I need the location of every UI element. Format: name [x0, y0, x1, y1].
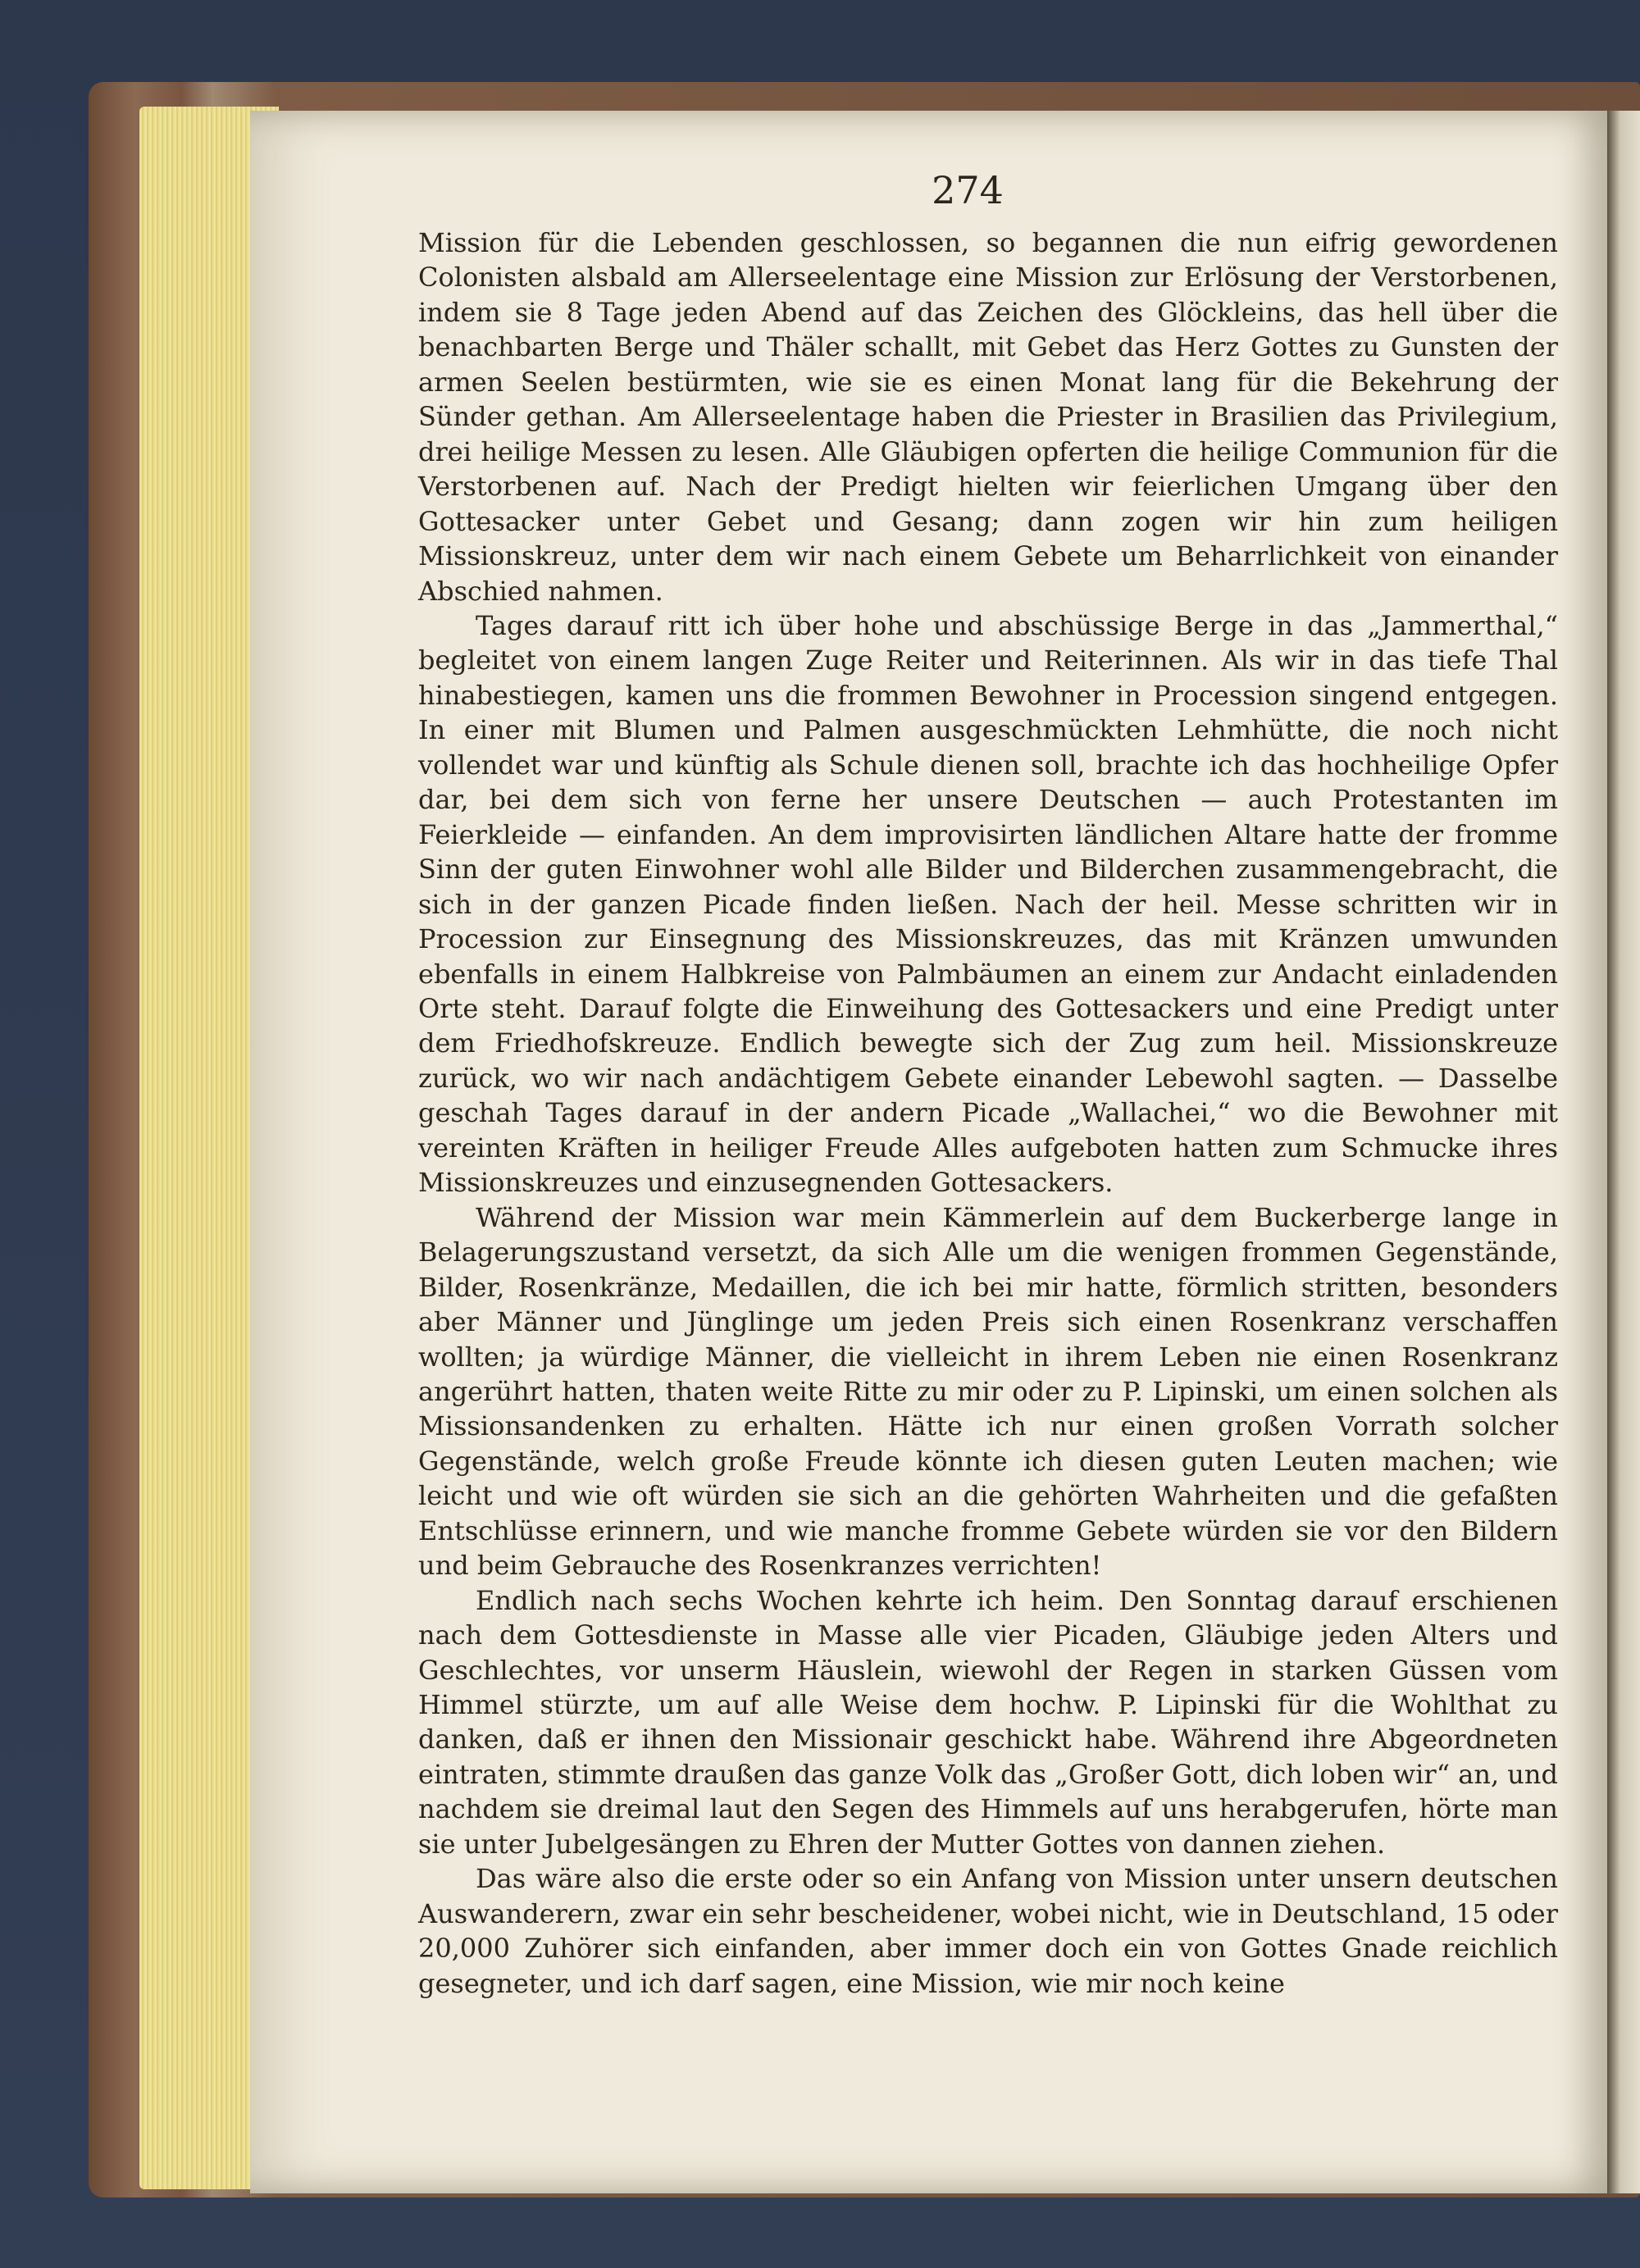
- facing-page-edge: [1607, 111, 1640, 2193]
- paragraph-3: Während der Mission war mein Kämmerlein auf dem Buckerberge lange in Belagerungszustand versetzt, da sich Alle um die wenigen frommen Gegenstände, Bilder, Rosenkränze, Medaillen, die ich bei mir hatte, förmlich stritten, besonders aber Männer und Jünglinge um jeden Preis sich einen Rosenkranz verschaffen wollten; ja würdige Männer, die vielleicht in ihrem Leben nie einen Rosenkranz angerührt hatten, thaten weite Ritte zu mir oder zu P. Lipinski, um einen solchen als Missionsandenken zu erhalten. Hätte ich nur einen großen Vorrath solcher Gegenstände, welch große Freude könnte ich diesen guten Leuten machen; wie leicht und wie oft würden sie sich an die gehörten Wahrheiten und die gefaßten Entschlüsse erinnern, und wie manche fromme Gebete würden sie vor den Bildern und beim Gebrauche des Rosenkranzes verrichten!: [418, 1201, 1558, 1582]
- paragraph-1: Mission für die Lebenden geschlossen, so begannen die nun eifrig gewordenen Colonisten alsbald am Allerseelentage eine Mission zur Erlösung der Verstorbenen, indem sie 8 Tage jeden Abend auf das Zeichen des Glöckleins, das hell über die benachbarten Berge und Thäler schallt, mit Gebet das Herz Gottes zu Gunsten der armen Seelen bestürmten, wie sie es einen Monat lang für die Bekehrung der Sünder gethan. Am Allerseelentage haben die Priester in Brasilien das Privilegium, drei heilige Messen zu lesen. Alle Gläubigen opferten die heilige Communion für die Verstorbenen auf. Nach der Predigt hielten wir feierlichen Umgang über den Gottesacker unter Gebet und Gesang; dann zogen wir hin zum heiligen Missionskreuz, unter dem wir nach einem Gebete um Beharrlichkeit von einander Abschied nahmen.: [418, 227, 1558, 607]
- paragraph-5: Das wäre also die erste oder so ein Anfang von Mission unter unsern deutschen Auswanderern, zwar ein sehr bescheidener, wobei nicht, wie in Deutschland, 15 oder 20,000 Zuhörer sich einfanden, aber immer doch ein von Gottes Gnade reichlich gesegneter, und ich darf sagen, eine Mission, wie mir noch keine: [418, 1863, 1558, 1999]
- paragraph-2: Tages darauf ritt ich über hohe und abschüssige Berge in das „Jammerthal,“ begleitet von einem langen Zuge Reiter und Reiterinnen. Als wir in das tiefe Thal hinabestiegen, kamen uns die frommen Bewohner in Procession singend entgegen. In einer mit Blumen und Palmen ausgeschmückten Lehmhütte, die noch nicht vollendet war und künftig als Schule dienen soll, brachte ich das hochheilige Opfer dar, bei dem sich von ferne her unsere Deutschen — auch Protestanten im Feierkleide — einfanden. An dem improvisirten ländlichen Altare hatte der fromme Sinn der guten Einwohner wohl alle Bilder und Bilderchen zusammengebracht, die sich in der ganzen Picade finden ließen. Nach der heil. Messe schritten wir in Procession zur Einsegnung des Missionskreuzes, das mit Kränzen umwunden ebenfalls in einem Halbkreise von Palmbäumen an einem zur Andacht einladenden Orte steht. Darauf folgte die Einweihung des Gottesackers und eine Predigt unter dem Friedhofskreuze. Endlich bewegte sich der Zug zum heil. Missionskreuze zurück, wo wir nach andächtigem Gebete einander Lebewohl sagten. — Dasselbe geschah Tages darauf in der andern Picade „Wallachei,“ wo die Bewohner mit vereinten Kräften in heiliger Freude Alles aufgeboten hatten zum Schmucke ihres Missionskreuzes und einzusegnenden Gottesackers.: [418, 609, 1558, 1199]
- page-number: 274: [932, 168, 1004, 212]
- paragraph-4: Endlich nach sechs Wochen kehrte ich heim. Den Sonntag darauf erschienen nach dem Gottesdienste in Masse alle vier Picaden, Gläubige jeden Alters und Geschlechtes, vor unserm Häuslein, wiewohl der Regen in starken Güssen vom Himmel stürzte, um auf alle Weise dem hochw. P. Lipinski für die Wohlthat zu danken, daß er ihnen den Missionair geschickt habe. Während ihre Abgeordneten eintraten, stimmte draußen das ganze Volk das „Großer Gott, dich loben wir“ an, und nachdem sie dreimal laut den Segen des Himmels auf uns herabgerufen, hörte man sie unter Jubelgesängen zu Ehren der Mutter Gottes von dannen ziehen.: [418, 1584, 1558, 1860]
- body-text: [418, 225, 1558, 2001]
